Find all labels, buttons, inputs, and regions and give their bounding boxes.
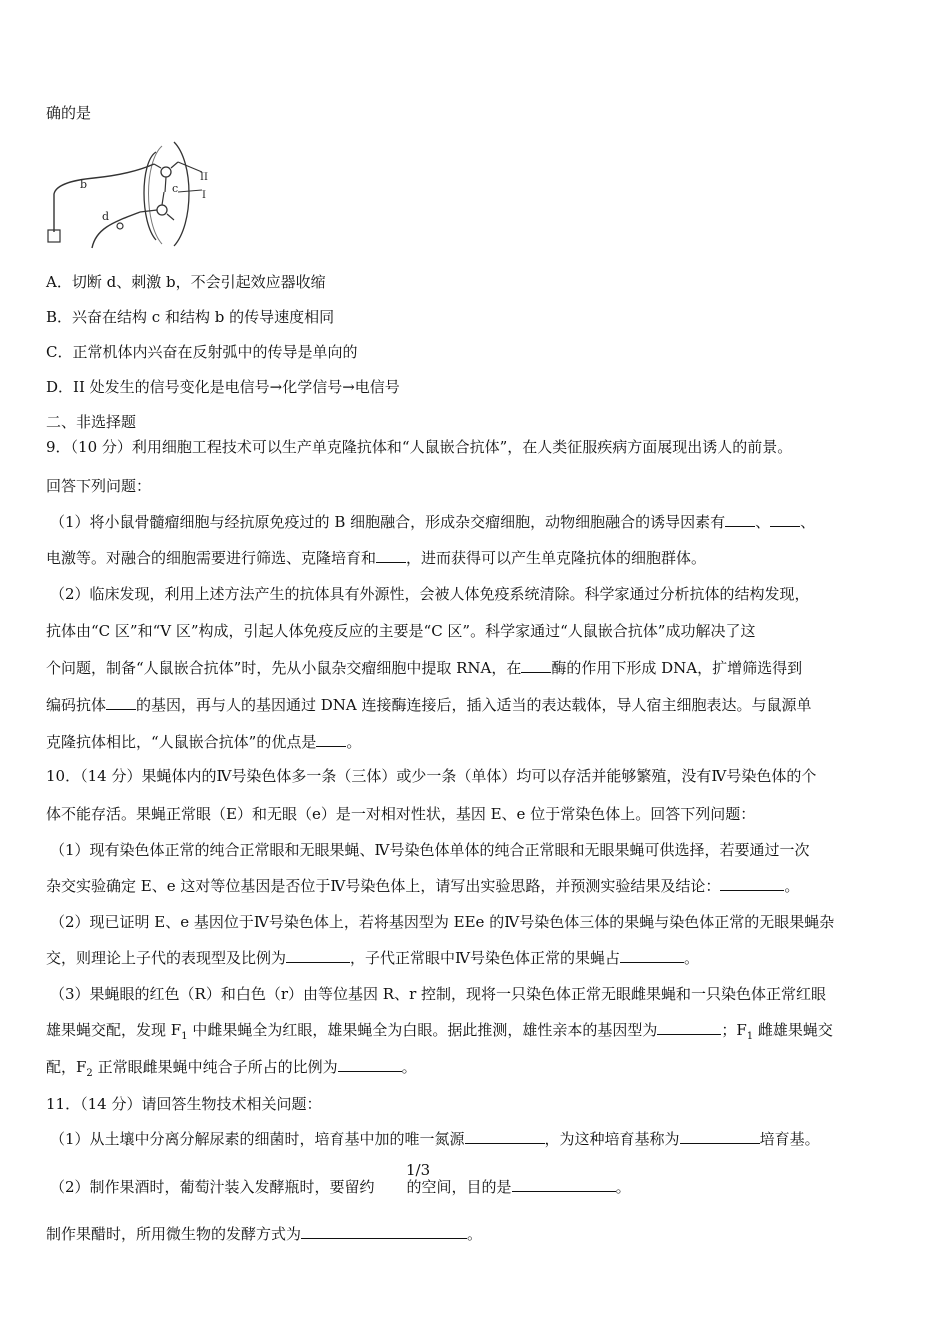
q10-stem-line2: 体不能存活。果蝇正常眼（E）和无眼（e）是一对相对性状，基因 E、e 位于常染色体上。回答下列问题： [46,805,756,823]
answer-blank[interactable] [338,1057,402,1072]
q10-part3-line1: （3）果蝇眼的红色（R）和白色（r）由等位基因 R、r 控制，现将一只染色体正常无眼雌果蝇和一只染色体正常红眼 [50,985,827,1003]
label-b: b [80,178,88,191]
label-I: I [202,190,206,201]
section-title: 二、非选择题 [46,413,137,431]
answer-blank[interactable] [512,1177,616,1192]
q11-part1: （1）从土壤中分离分解尿素的细菌时，培育基中加的唯一氮源 ，为这种培育基称为 培育基。 [50,1130,820,1148]
q9-part1-line1: （1）将小鼠骨髓瘤细胞与经抗原免疫过的 B 细胞融合，形成杂交瘤细胞，动物细胞融合的诱导因素有 、 、 [50,513,816,531]
answer-blank[interactable] [720,876,784,891]
q9-part2-line2: 抗体由“C 区”和“V 区”构成，引起人体免疫反应的主要是“C 区”。科学家通过“人鼠嵌合抗体”成功解决了这 [46,622,756,640]
answer-blank[interactable] [301,1224,467,1239]
q10-part3-line2: 雄果蝇交配，发现 $F_1$ 中雌果蝇全为红眼，雄果蝇全为白眼。据此推测，雄性亲本的基因型为 ；$F_1$ 雌雄果蝇交 [46,1021,833,1042]
q9-part2-line5: 克隆抗体相比，“人鼠嵌合抗体”的优点是 。 [46,733,362,751]
label-d: d [102,210,110,223]
option-a: A．切断 d、刺激 b，不会引起效应器收缩 [46,273,326,291]
q10-part2-line2: 交，则理论上子代的表现型及比例为 ，子代正常眼中Ⅳ号染色体正常的果蝇占 。 [46,949,700,967]
answer-blank[interactable] [106,695,136,710]
answer-blank[interactable] [521,658,551,673]
q9-part2-line4: 编码抗体 的基因，再与人的基因通过 DNA 连接酶连接后，插入适当的表达载体，导人宿主细胞表达。与鼠源单 [46,696,812,714]
fraction-one-third: 1/3 [406,1161,431,1179]
answer-blank[interactable] [286,948,350,963]
q10-part1-line2: 杂交实验确定 E、e 这对等位基因是否位于Ⅳ号染色体上，请写出实验思路，并预测实验结果及结论： 。 [46,877,800,895]
answer-blank[interactable] [620,948,684,963]
q11-stem: 11．（14 分）请回答生物技术相关问题： [46,1095,322,1113]
answer-blank[interactable] [680,1129,760,1144]
answer-blank[interactable] [376,548,406,563]
option-d: D．II 处发生的信号变化是电信号→化学信号→电信号 [46,378,400,396]
answer-blank[interactable] [465,1129,545,1144]
answer-blank[interactable] [725,512,755,527]
q9-stem: 9．（10 分）利用细胞工程技术可以生产单克隆抗体和“人鼠嵌合抗体”，在人类征服疾病方面展现出诱人的前景。 [46,438,793,456]
label-c: c [172,182,179,195]
q10-stem-line1: 10．（14 分）果蝇体内的Ⅳ号染色体多一条（三体）或少一条（单体）均可以存活并能够繁殖，没有Ⅳ号染色体的个 [46,767,817,785]
option-c: C．正常机体内兴奋在反射弧中的传导是单向的 [46,343,358,361]
q9-prompt: 回答下列问题： [46,477,152,495]
q11-part2: （2）制作果酒时，葡萄汁装入发酵瓶时，要留约 的空间，目的是 。 [50,1178,631,1196]
reflex-arc-diagram [44,132,216,250]
q10-part2-line1: （2）现已证明 E、e 基因位于Ⅳ号染色体上，若将基因型为 EEe 的Ⅳ号染色体三体的果蝇与染色体正常的无眼果蝇杂 [50,913,835,931]
option-b: B．兴奋在结构 c 和结构 b 的传导速度相同 [46,308,335,326]
answer-blank[interactable] [316,732,346,747]
q11-part3: 制作果醋时，所用微生物的发酵方式为 。 [46,1225,483,1243]
q9-part2-line3: 个问题，制备“人鼠嵌合抗体”时，先从小鼠杂交瘤细胞中提取 RNA，在 酶的作用下形成 DNA，扩增筛选得到 [46,659,803,677]
question-8-tail: 确的是 [46,104,92,122]
q10-part1-line1: （1）现有染色体正常的纯合正常眼和无眼果蝇、Ⅳ号染色体单体的纯合正常眼和无眼果蝇可供选择，若要通过一次 [50,841,810,859]
q9-part1-line2: 电激等。对融合的细胞需要进行筛选、克隆培育和 ，进而获得可以产生单克隆抗体的细胞群体。 [46,549,707,567]
answer-blank[interactable] [770,512,800,527]
q10-part3-line3: 配，$F_2$ 正常眼雌果蝇中纯合子所占的比例为 。 [46,1058,417,1079]
label-II: II [200,172,208,183]
answer-blank[interactable] [657,1020,721,1035]
q9-part2-line1: （2）临床发现，利用上述方法产生的抗体具有外源性，会被人体免疫系统清除。科学家通过分析抗体的结构发现， [50,585,810,603]
